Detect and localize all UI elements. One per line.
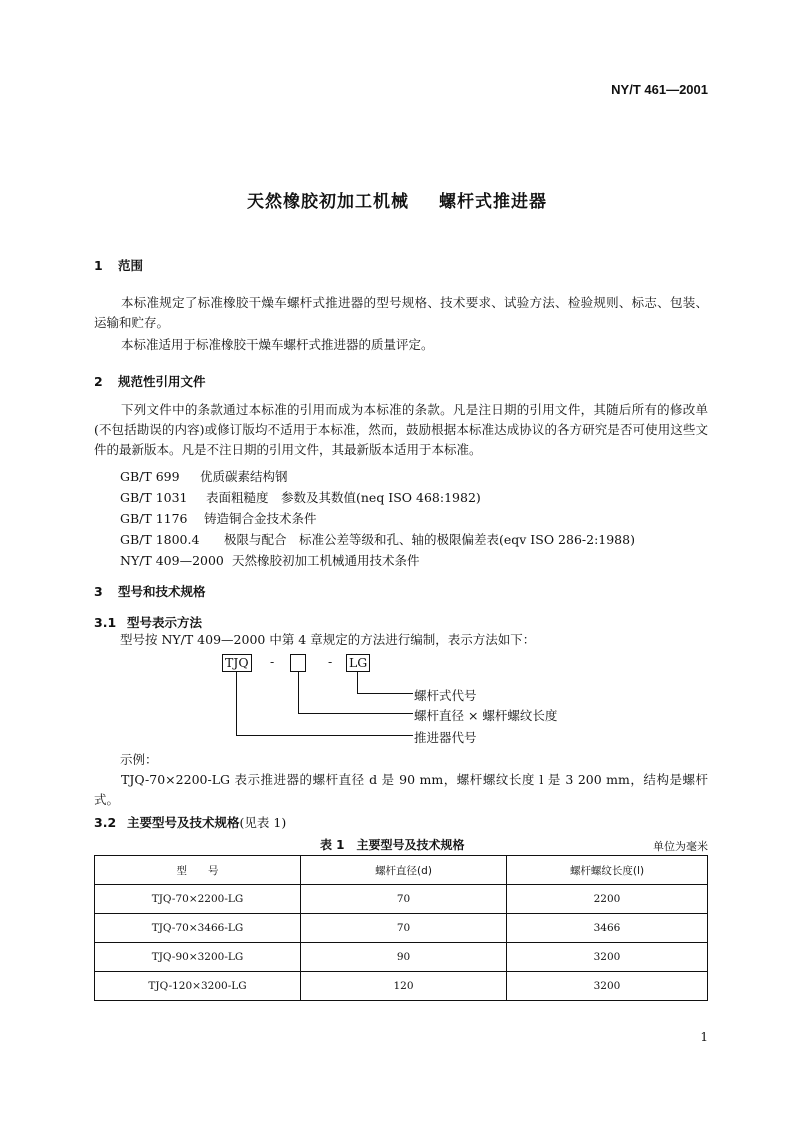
column-header-model: 型 号 (95, 856, 301, 885)
cell-diameter: 90 (301, 943, 507, 972)
cell-diameter: 70 (301, 914, 507, 943)
reference-item (120, 530, 635, 548)
table-caption: 表 1 主要型号及技术规格 (320, 838, 465, 852)
subsection-3-2-title: 主要型号及技术规格 (127, 815, 240, 830)
title-part1: 天然橡胶初加工机械 (247, 192, 409, 212)
section2-para: 下列文件中的条款通过本标准的引用而成为本标准的条款。凡是注日期的引用文件，其随后所有的修改单(不包括勘误的内容)或修订版均不适用于本标准，然而，鼓励根据本标准达成协议的各方研究是否可使用这些文件的最新版本。凡是不注日期的引用文件，其最新版本适用于本标准。 (94, 402, 708, 457)
section1-heading (94, 256, 143, 274)
section2-title: 规范性引用文件 (118, 374, 206, 389)
column-header-thread-length: 螺杆螺纹长度(l) (507, 856, 708, 885)
title-part2: 螺杆式推进器 (439, 192, 547, 212)
document-title (0, 187, 794, 212)
table-row (95, 885, 708, 914)
cell-thread-length: 3200 (507, 943, 708, 972)
section1-title: 范围 (118, 258, 144, 273)
table-row (95, 943, 708, 972)
leader-line (236, 672, 237, 736)
diagram-label-screw-type: 螺杆式代号 (414, 688, 477, 703)
reference-title: 优质碳素结构钢 (200, 469, 288, 484)
reference-item (120, 509, 317, 527)
example-label: 示例： (120, 752, 158, 767)
diagram-box-size (290, 654, 306, 672)
diagram-label-pusher-code: 推进器代号 (414, 730, 477, 745)
subsection-3-2-number: 3.2 (94, 815, 117, 830)
cell-model: TJQ-70×3466-LG (95, 914, 301, 943)
cell-diameter: 70 (301, 885, 507, 914)
section3-number: 3 (94, 584, 103, 599)
cell-thread-length: 3200 (507, 972, 708, 1001)
reference-title: 极限与配合 标准公差等级和孔、轴的极限偏差表(eqv ISO 286-2:1988) (224, 532, 635, 547)
section1-para1: 本标准规定了标准橡胶干燥车螺杆式推进器的型号规格、技术要求、试验方法、检验规则、标志、包装、运输和贮存。 (94, 295, 708, 330)
cell-thread-length: 3466 (507, 914, 708, 943)
diagram-dash: - (270, 654, 275, 669)
section1-number: 1 (94, 258, 103, 273)
section3-heading (94, 582, 206, 600)
subsection-3-2-suffix: (见表 1) (239, 815, 287, 830)
table-row (95, 972, 708, 1001)
section1-para2: 本标准适用于标准橡胶干燥车螺杆式推进器的质量评定。 (121, 337, 434, 352)
reference-item (120, 467, 288, 485)
spec-table (94, 855, 708, 1001)
reference-title: 表面粗糙度 参数及其数值(neq ISO 468:1982) (206, 490, 481, 505)
reference-code: GB/T 699 (120, 469, 180, 484)
reference-title: 天然橡胶初加工机械通用技术条件 (232, 553, 420, 568)
table-unit: 单位为毫米 (653, 840, 708, 853)
reference-code: GB/T 1800.4 (120, 532, 200, 547)
leader-line (236, 735, 413, 736)
diagram-dash: - (328, 654, 333, 669)
diagram-label-diameter-length: 螺杆直径 × 螺杆螺纹长度 (414, 708, 558, 723)
cell-thread-length: 2200 (507, 885, 708, 914)
reference-code: NY/T 409—2000 (120, 553, 224, 568)
subsection-3-1-number: 3.1 (94, 615, 117, 630)
column-header-diameter: 螺杆直径(d) (301, 856, 507, 885)
cell-model: TJQ-70×2200-LG (95, 885, 301, 914)
reference-title: 铸造铜合金技术条件 (204, 511, 317, 526)
table-header-row (95, 856, 708, 885)
subsection-3-1-heading (94, 613, 202, 631)
leader-line (357, 693, 413, 694)
section2-number: 2 (94, 374, 103, 389)
page-number: 1 (700, 1030, 708, 1044)
leader-line (298, 713, 413, 714)
leader-line (298, 672, 299, 714)
cell-model: TJQ-120×3200-LG (95, 972, 301, 1001)
section2-heading (94, 372, 206, 390)
reference-code: GB/T 1176 (120, 511, 188, 526)
section3-title: 型号和技术规格 (118, 584, 206, 599)
subsection-3-1-intro: 型号按 NY/T 409—2000 中第 4 章规定的方法进行编制，表示方法如下： (120, 632, 536, 647)
standard-code: NY/T 461—2001 (611, 82, 708, 97)
cell-model: TJQ-90×3200-LG (95, 943, 301, 972)
diagram-box-tjq: TJQ (222, 654, 252, 672)
table-row (95, 914, 708, 943)
leader-line (357, 672, 358, 694)
subsection-3-1-title: 型号表示方法 (127, 615, 203, 630)
reference-item (120, 488, 481, 506)
cell-diameter: 120 (301, 972, 507, 1001)
example-text: TJQ-70×2200-LG 表示推进器的螺杆直径 d 是 90 mm，螺杆螺纹长度 l 是 3 200 mm，结构是螺杆式。 (94, 772, 708, 807)
reference-code: GB/T 1031 (120, 490, 188, 505)
subsection-3-2-heading (94, 813, 286, 831)
diagram-box-lg: LG (346, 654, 370, 672)
reference-item (120, 551, 420, 569)
